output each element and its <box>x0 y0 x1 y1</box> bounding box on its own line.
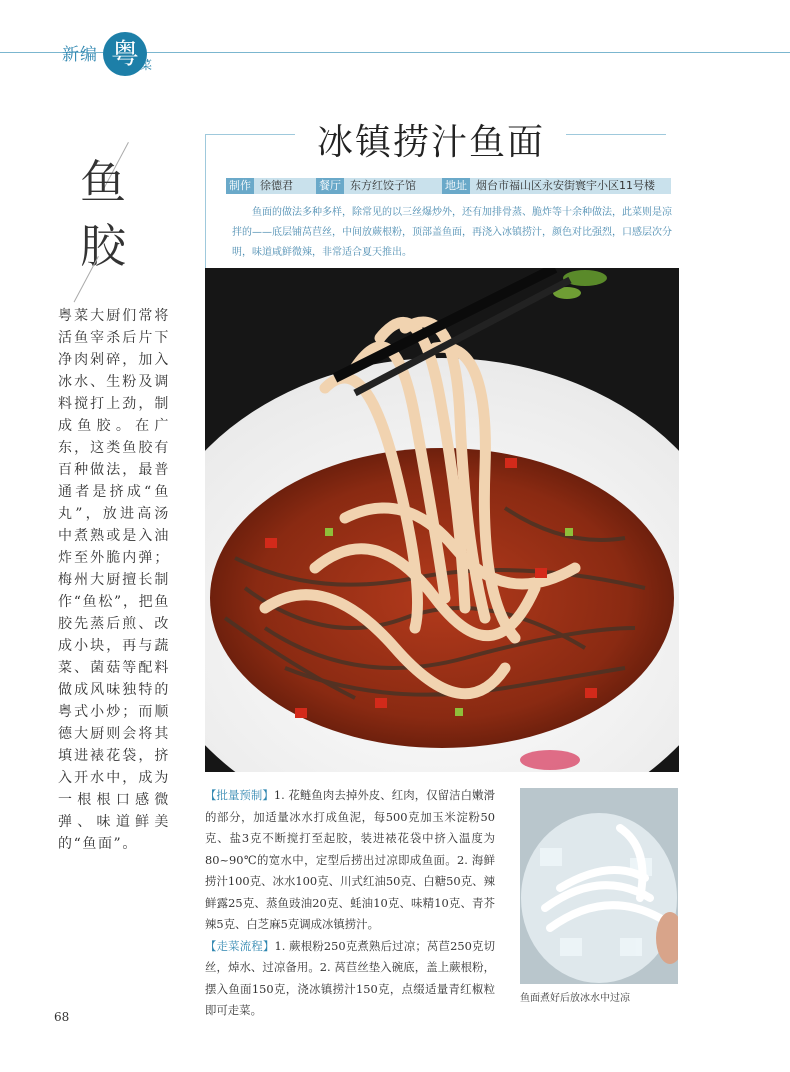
address-tag: 地址 <box>442 178 470 194</box>
title-frame-line <box>205 134 206 268</box>
dish-title: 冰镇捞汁鱼面 <box>316 122 545 163</box>
dish-photo-illustration <box>205 268 679 772</box>
maker-name: 徐德君 <box>260 179 293 192</box>
serve-text: 1. 蕨根粉250克煮熟后过凉；莴苣250克切丝，焯水、过凉备用。2. 莴苣丝垫入碗底，盖上蕨根粉，摆入鱼面150克，浇冰镇捞汁150克，点缀适量青红椒粒即可走菜。 <box>205 938 495 1017</box>
sidebar-title: 鱼胶 <box>80 155 126 273</box>
dish-intro: 鱼面的做法多种多样，除常见的以三丝爆炒外，还有加排骨蒸、脆炸等十余种做法，此菜则是凉拌的——底层铺莴苣丝，中间放蕨根粉，顶部盖鱼面，再浇入冰镇捞汁，颜色对比强烈，口感层次分明，味道咸鲜微辣，非常适合夏天推出。 <box>232 207 672 258</box>
maker-tag: 制作 <box>226 178 254 194</box>
page-number: 68 <box>54 1010 70 1024</box>
series-logo-small: 菜 <box>140 58 153 72</box>
serve-label: 【走菜流程】 <box>205 938 275 953</box>
series-prefix: 新编 <box>62 45 98 65</box>
batch-label: 【批量预制】 <box>205 788 274 802</box>
restaurant-tag: 餐厅 <box>316 178 344 194</box>
photo-caption: 鱼面煮好后放冰水中过凉 <box>520 993 630 1004</box>
cooling-photo-illustration <box>520 788 678 984</box>
batch-text: 1. 花鲢鱼肉去掉外皮、红肉，仅留洁白嫩滑的部分，加适量冰水打成鱼泥，每500克加玉米淀粉50克、盐3克不断搅打至起胶，装进裱花袋中挤入温度为80~90℃的宽水中，定型后捞出过凉即成鱼面。2. 海鲜捞汁100克、冰水100克、川式红油50克、白糖50克、辣鲜露25克、蒸鱼豉油20克、蚝油10克、味精10克、青芥辣5克、白芝麻5克调成冰镇捞汁。 <box>205 788 495 931</box>
dish-photo <box>205 268 679 772</box>
cooling-photo <box>520 788 678 984</box>
series-logo-circle: 粤 <box>103 32 147 76</box>
restaurant-name: 东方红饺子馆 <box>350 179 416 192</box>
info-bar <box>226 178 671 194</box>
title-frame-line <box>566 134 666 135</box>
recipe-text <box>205 785 495 1022</box>
sidebar-body: 粤菜大厨们常将活鱼宰杀后片下净肉剁碎，加入冰水、生粉及调料搅打上劲，制成鱼胶。在广东，这类鱼胶有百种做法，最普通者是挤成“鱼丸”，放进高汤中煮熟或是入油炸至外脆内弹；梅州大厨擅长制作“鱼松”，把鱼胶先蒸后煎、改成小块，再与蔬菜、菌菇等配料做成风味独特的粤式小炒；而顺德大厨则会将其填进裱花袋，挤入开水中，成为一根根口感微弹、味道鲜美的“鱼面”。 <box>58 308 170 852</box>
address-text: 烟台市福山区永安街寰宇小区11号楼 <box>476 179 655 192</box>
title-frame-line <box>205 134 295 135</box>
